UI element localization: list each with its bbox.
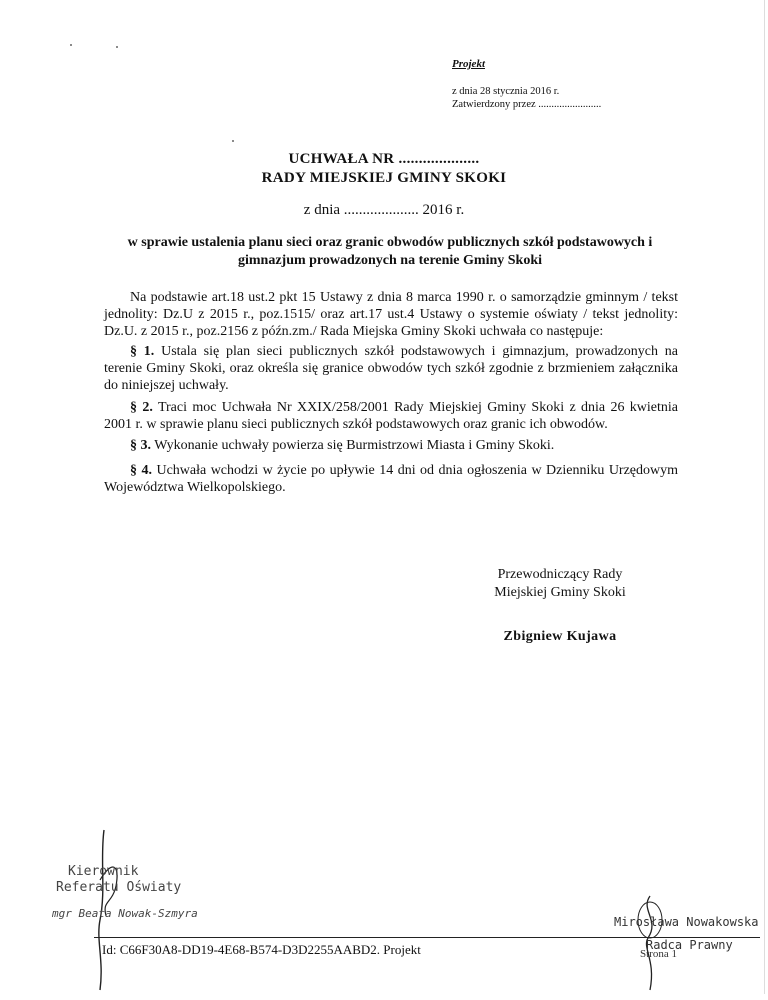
preamble: Na podstawie art.18 ust.2 pkt 15 Ustawy z dnia 8 marca 1990 r. o samorządzie gminnym / tekst jednolity: Dz.U z 2015 r., poz.1515/ oraz art.17 ust.4 Ustawy o systemie oświaty / tekst jednolity: Dz.U. z 2015 r., poz.2156 z późn.zm./ Rada Miejska Gminy Skoki uchwała co następuje: [104,290,678,339]
council-name: RADY MIEJSKIEJ GMINY SKOKI [261,170,507,186]
header-date: z dnia 28 stycznia 2016 r. [452,86,560,97]
stamp-left-line2: Referatu Oświaty [56,880,182,895]
section-text: Ustala się plan sieci publicznych szkół podstawowych i gimnazjum, prowadzonych na terenie Gminy Skoki, oraz określa się granice obwodów tych szkół zgodnie z brzmieniem załącznika do niniejszej uchwały. [104,344,679,393]
stamp-right-line1: Mirosława Nowakowska [614,915,759,929]
scan-speck [70,44,72,46]
resolution-title: UCHWAŁA NR .................... [288,151,480,167]
section-2 [104,399,678,433]
stamp-left-line1: Kierownik [68,864,139,879]
section-1 [104,343,678,394]
scan-edge [764,0,765,994]
section-number: § 3. [130,438,151,453]
scan-speck [116,46,118,48]
scan-speck [232,140,234,142]
section-4 [104,462,678,496]
resolution-date: z dnia .................... 2016 r. [303,202,465,218]
signature-role-1: Przewodniczący Rady [497,567,623,582]
stamp-left-line3: mgr Beata Nowak-Szmyra [52,907,198,920]
signature-role-2: Miejskiej Gminy Skoki [494,585,626,600]
section-number: § 1. [130,344,155,359]
section-text: Traci moc Uchwała Nr XXIX/258/2001 Rady Miejskiej Gminy Skoki z dnia 26 kwietnia 2001 r. w sprawie planu sieci publicznych szkół podstawowych oraz granic ich obwodów. [104,400,678,432]
header-approved: Zatwierdzony przez ........................ [452,99,602,110]
page-number: Strona 1 [640,948,677,960]
footer-divider [94,937,760,938]
stamp-right-line2: Radca Prawny [646,938,733,952]
resolution-subject: w sprawie ustalenia planu sieci oraz granic obwodów publicznych szkół podstawowych i gimnazjum prowadzonych na terenie Gminy Skoki [127,235,653,268]
section-3 [104,437,678,454]
section-number: § 2. [130,400,153,415]
section-number: § 4. [130,463,152,478]
document-id: Id: C66F30A8-DD19-4E68-B574-D3D2255AABD2. Projekt [102,942,421,957]
section-text: Wykonanie uchwały powierza się Burmistrzowi Miasta i Gminy Skoki. [154,438,555,453]
projekt-label: Projekt [452,58,485,70]
section-text: Uchwała wchodzi w życie po upływie 14 dni od dnia ogłoszenia w Dzienniku Urzędowym Województwa Wielkopolskiego. [104,463,679,495]
signatory-name: Zbigniew Kujawa [503,629,617,644]
